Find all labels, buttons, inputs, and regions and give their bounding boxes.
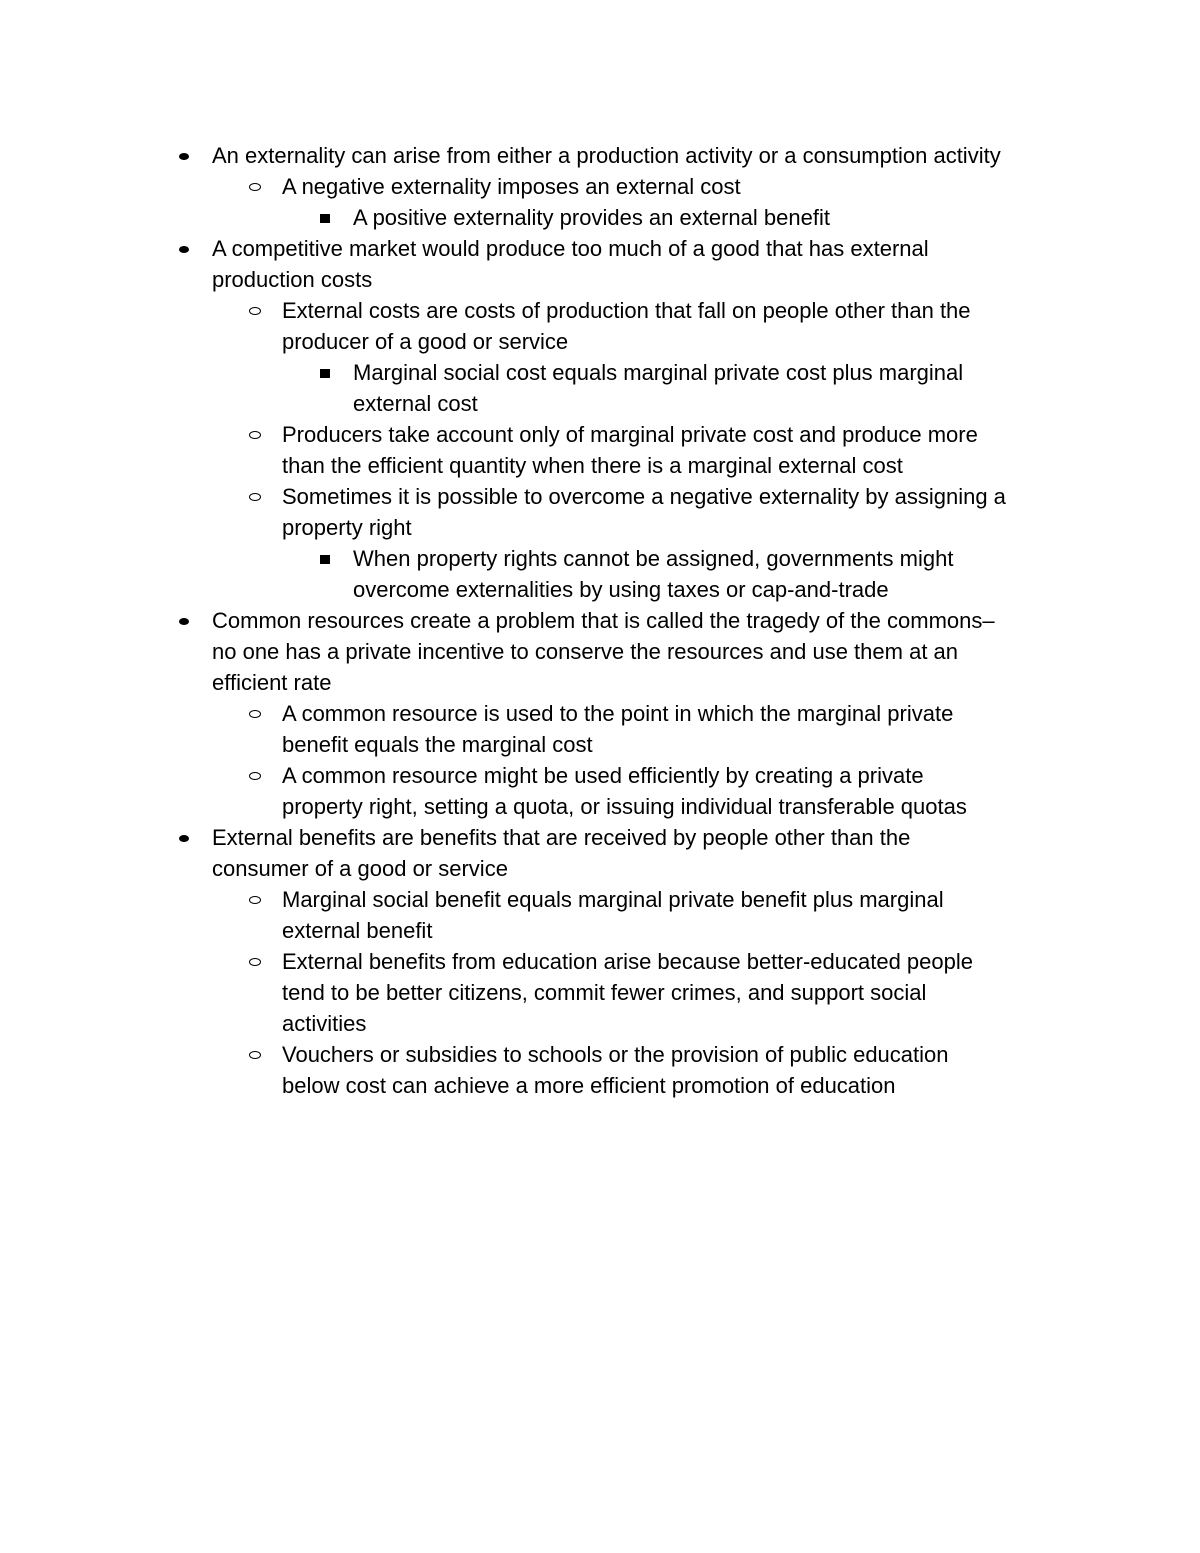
list-item xyxy=(0,481,1200,543)
bullet-circle-icon xyxy=(249,958,261,966)
bullet-dot-icon xyxy=(179,618,189,625)
list-item-text: A common resource might be used efficiently by creating a private property right, setting a quota, or issuing individual transferable quotas xyxy=(282,763,967,819)
list-item-text: Vouchers or subsidies to schools or the provision of public education below cost can achieve a more efficient promotion of education xyxy=(282,1042,949,1098)
bullet-square-icon xyxy=(320,555,330,564)
list-item-text: When property rights cannot be assigned, governments might overcome externalities by using taxes or cap-and-trade xyxy=(353,546,954,602)
bullet-dot-icon xyxy=(179,835,189,842)
list-item xyxy=(0,419,1200,481)
list-item xyxy=(0,202,1200,233)
notes-list xyxy=(0,140,1200,1101)
list-item xyxy=(0,760,1200,822)
list-item xyxy=(0,543,1200,605)
list-item-text: Marginal social cost equals marginal private cost plus marginal external cost xyxy=(353,360,964,416)
bullet-dot-icon xyxy=(179,246,189,253)
bullet-circle-icon xyxy=(249,1051,261,1059)
list-item-text: External costs are costs of production that fall on people other than the producer of a good or service xyxy=(282,298,971,354)
bullet-circle-icon xyxy=(249,710,261,718)
bullet-circle-icon xyxy=(249,493,261,501)
bullet-circle-icon xyxy=(249,772,261,780)
list-item xyxy=(0,233,1200,295)
list-item-text: Common resources create a problem that is called the tragedy of the commons– no one has a private incentive to conserve the resources and use them at an efficient rate xyxy=(212,608,995,695)
list-item-text: External benefits from education arise because better-educated people tend to be better citizens, commit fewer crimes, and support social activities xyxy=(282,949,973,1036)
list-item xyxy=(0,295,1200,357)
list-item-text: A negative externality imposes an external cost xyxy=(282,174,741,199)
list-item-text: A common resource is used to the point in which the marginal private benefit equals the marginal cost xyxy=(282,701,954,757)
list-item xyxy=(0,1039,1200,1101)
list-item xyxy=(0,884,1200,946)
list-item xyxy=(0,605,1200,698)
bullet-square-icon xyxy=(320,369,330,378)
list-item-text: Producers take account only of marginal private cost and produce more than the efficient quantity when there is a marginal external cost xyxy=(282,422,978,478)
list-item xyxy=(0,357,1200,419)
list-item xyxy=(0,171,1200,202)
list-item-text: A competitive market would produce too much of a good that has external production costs xyxy=(212,236,929,292)
list-item xyxy=(0,698,1200,760)
bullet-circle-icon xyxy=(249,307,261,315)
bullet-circle-icon xyxy=(249,431,261,439)
list-item xyxy=(0,946,1200,1039)
bullet-square-icon xyxy=(320,214,330,223)
bullet-circle-icon xyxy=(249,183,261,191)
list-item-text: An externality can arise from either a production activity or a consumption activity xyxy=(212,143,1001,168)
bullet-circle-icon xyxy=(249,896,261,904)
list-item xyxy=(0,140,1200,171)
list-item-text: Sometimes it is possible to overcome a negative externality by assigning a property right xyxy=(282,484,1006,540)
list-item-text: External benefits are benefits that are received by people other than the consumer of a good or service xyxy=(212,825,911,881)
list-item xyxy=(0,822,1200,884)
bullet-dot-icon xyxy=(179,153,189,160)
list-item-text: Marginal social benefit equals marginal private benefit plus marginal external benefit xyxy=(282,887,944,943)
list-item-text: A positive externality provides an external benefit xyxy=(353,205,830,230)
